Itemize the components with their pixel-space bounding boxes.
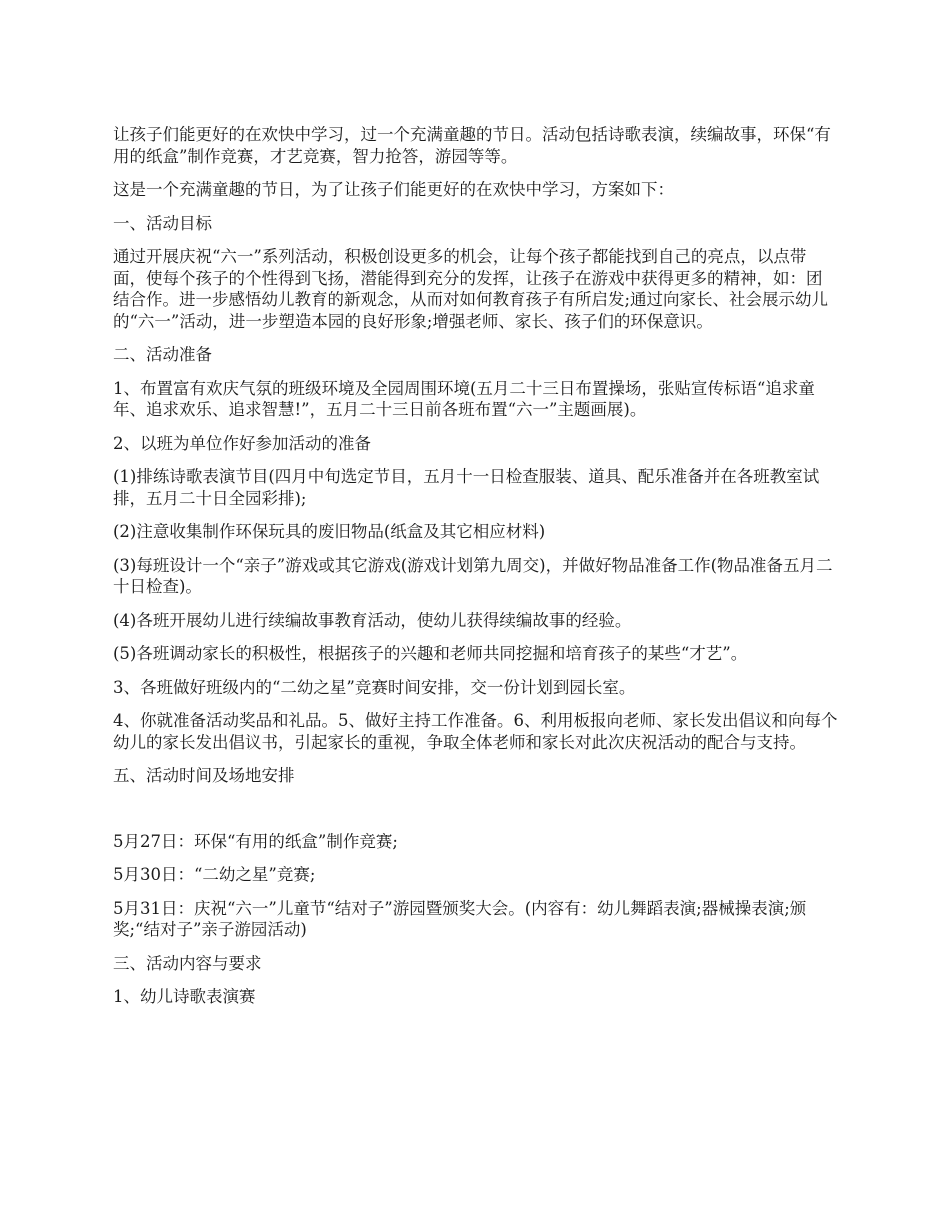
goals-paragraph: 通过开展庆祝“六一”系列活动，积极创设更多的机会，让每个孩子都能找到自己的亮点，以点带面，使每个孩子的个性得到飞扬，潜能得到充分的发挥，让孩子在游戏中获得更多的精神，如：团结合作。进一步感悟幼儿教育的新观念，从而对如何教育孩子有所启发;通过向家长、社会展示幼儿的“六一”活动，进一步塑造本园的良好形象;增强老师、家长、孩子们的环保意识。 [113, 247, 829, 331]
section-heading-schedule: 五、活动时间及场地安排 [113, 766, 295, 785]
preparation-subitem-2: (2)注意收集制作环保玩具的废旧物品(纸盒及其它相应材料) [113, 522, 546, 541]
schedule-item-may-30: 5月30日：“二幼之星”竞赛; [113, 865, 316, 884]
intro-paragraph: 让孩子们能更好的在欢快中学习，过一个充满童趣的节日。活动包括诗歌表演，续编故事，环保“有用的纸盒”制作竞赛，才艺竞赛，智力抢答，游园等等。 [113, 125, 831, 166]
section-heading-goals: 一、活动目标 [113, 213, 212, 233]
preparation-subitem-3: (3)每班设计一个“亲子”游戏或其它游戏(游戏计划第九周交)，并做好物品准备工作(物品准备五月二十日检查)。 [113, 555, 833, 596]
plan-intro-paragraph: 这是一个充满童趣的节日，为了让孩子们能更好的在欢快中学习，方案如下： [113, 180, 674, 199]
preparation-subitem-1: (1)排练诗歌表演节目(四月中旬选定节目，五月十一日检查服装、道具、配乐准备并在各班教室试排，五月二十日全园彩排); [113, 467, 820, 508]
preparation-item-3: 3、各班做好班级内的“二幼之星”竞赛时间安排，交一份计划到园长室。 [113, 677, 636, 697]
schedule-item-may-27: 5月27日：环保“有用的纸盒”制作竞赛; [113, 831, 398, 851]
document-page [113, 124, 838, 1020]
preparation-item-2: 2、以班为单位作好参加活动的准备 [113, 433, 371, 453]
preparation-item-4: 4、你就准备活动奖品和礼品。5、做好主持工作准备。6、利用板报向老师、家长发出倡议和向每个幼儿的家长发出倡议书，引起家长的重视，争取全体老师和家长对此次庆祝活动的配合与支持。 [113, 711, 838, 752]
content-item-1: 1、幼儿诗歌表演赛 [113, 987, 256, 1006]
schedule-item-may-31: 5月31日：庆祝“六一”儿童节“结对子”游园暨颁奖大会。(内容有：幼儿舞蹈表演;器械操表演;颁奖;“结对子”亲子游园活动) [113, 898, 807, 939]
section-heading-preparation: 二、活动准备 [113, 345, 212, 364]
section-heading-content: 三、活动内容与要求 [113, 953, 262, 973]
preparation-subitem-4: (4)各班开展幼儿进行续编故事教育活动，使幼儿获得续编故事的经验。 [113, 610, 632, 630]
preparation-item-1: 1、布置富有欢庆气氛的班级环境及全园周围环境(五月二十三日布置操场，张贴宣传标语“追求童年、追求欢乐、追求智慧!”，五月二十三日前各班布置“六一”主题画展)。 [113, 378, 815, 419]
preparation-subitem-5: (5)各班调动家长的积极性，根据孩子的兴趣和老师共同挖掘和培育孩子的某些“才艺”。 [113, 644, 748, 663]
